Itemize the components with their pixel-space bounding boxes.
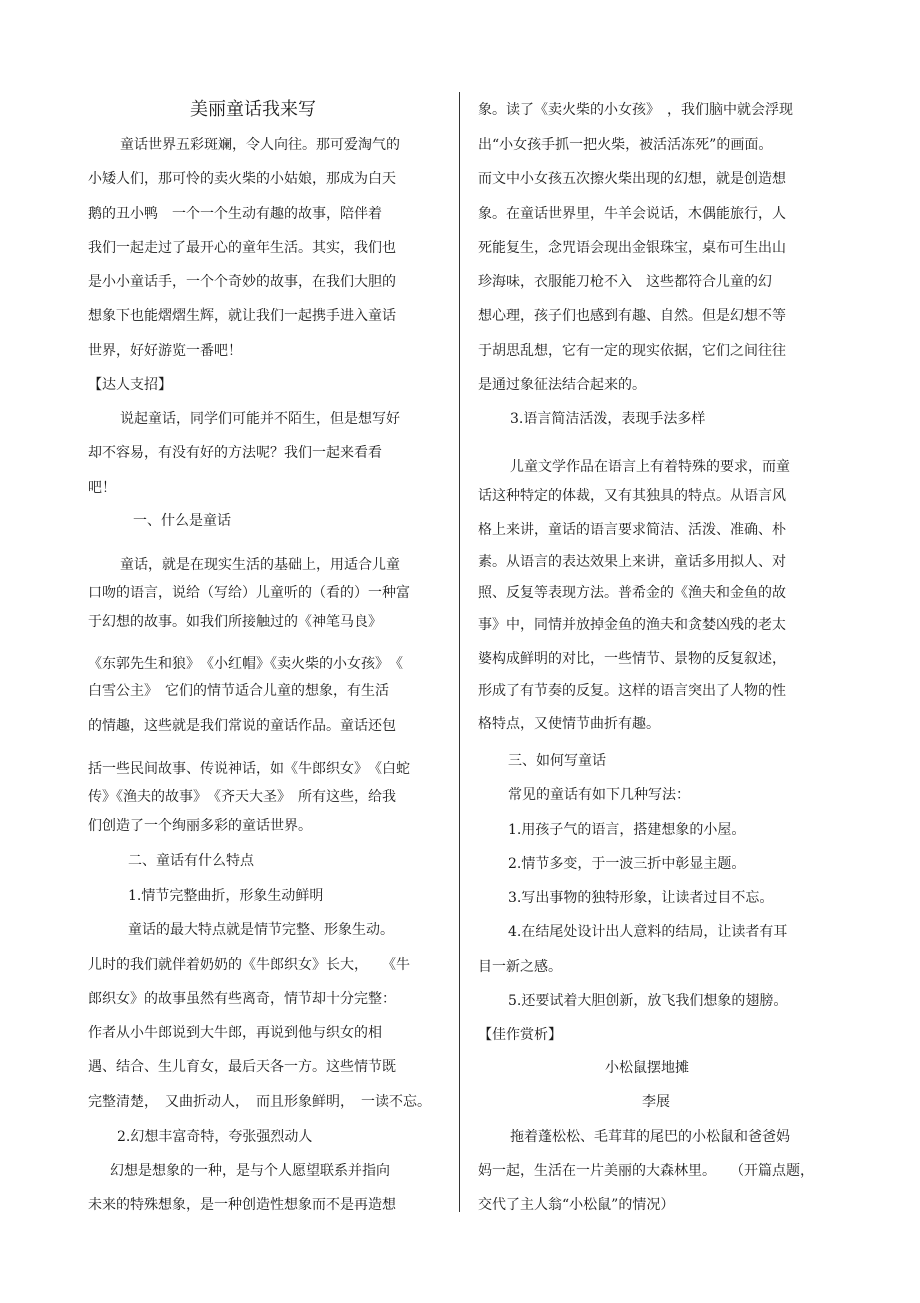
list-item: 5.还要试着大胆创新，放飞我们想象的翅膀。 [508,993,788,1009]
list-item: 1.用孩子气的语言，搭建想象的小屋。 [508,822,746,838]
section-heading: 【达人支招】 [88,377,172,393]
subsection-heading: 3.语言简洁活泼，表现手法多样 [510,411,706,427]
list-item: 4.在结尾处设计出人意料的结局，让读者有耳 [508,924,788,940]
paragraph-line: 作者从小牛郎说到大牛郎，再说到他与织女的相 [88,1025,382,1041]
paragraph-line: 却不容易，有没有好的方法呢？我们一起来看看 [88,445,382,461]
paragraph-line: 想象下也能熠熠生辉，就让我们一起携手进入童话 [88,308,396,324]
paragraph-line: 出“小女孩手抓一把火柴，被活活冻死”的画面。 [478,137,773,153]
paragraph-line: 儿时的我们就伴着奶奶的《牛郎织女》长大， 《牛 [88,957,410,973]
paragraph-line: 遇、结合、生儿育女，最后天各一方。这些情节既 [88,1059,396,1075]
paragraph-line: 死能复生，念咒语会现出金银珠宝，桌布可生出山 [478,240,786,256]
paragraph-line: 童话世界五彩斑斓，令人向往。那可爱淘气的 [120,137,400,153]
section-heading: 一、什么是童话 [133,513,231,529]
paragraph-line: 世界，好好游览一番吧！ [88,343,242,359]
paragraph-line: 传》《渔夫的故事》 《齐天大圣》 所有这些，给我 [88,789,396,805]
paragraph-line: 郎织女》的故事虽然有些离奇，情节却十分完整： [88,991,396,1007]
paragraph-line: 常见的童话有如下几种写法： [508,787,690,803]
paragraph-line: 幻想是想象的一种，是与个人愿望联系并指向 [110,1163,390,1179]
paragraph-line: 象。在童话世界里，牛羊会说话，木偶能旅行，人 [478,206,786,222]
paragraph-line: 婆构成鲜明的对比，一些情节、景物的反复叙述， [478,651,786,667]
paragraph-line: 括一些民间故事、传说神话，如《牛郎织女》 《白蛇 [88,761,410,777]
list-item: 2.情节多变，于一波三折中彰显主题。 [508,856,746,872]
paragraph-line: 素。从语言的表达效果上来讲，童话多用拟人、对 [478,554,786,570]
paragraph-line: 于幻想的故事。如我们所接触过的《神笔马良》 [88,614,382,630]
column-divider [459,92,460,1212]
paragraph-line: 拖着蓬松松、毛茸茸的尾巴的小松鼠和爸爸妈 [510,1129,790,1145]
list-item: 目一新之感。 [478,959,562,975]
paragraph-line: 交代了主人翁“小松鼠”的情况） [478,1197,675,1213]
list-item: 3.写出事物的独特形象，让读者过目不忘。 [508,890,774,906]
subsection-heading: 1.情节完整曲折，形象生动鲜明 [128,888,324,904]
paragraph-line: 儿童文学作品在语言上有着特殊的要求，而童 [510,459,790,475]
paragraph-line: 童话，就是在现实生活的基础上，用适合儿童 [120,557,400,573]
paragraph-line: 于胡思乱想，它有一定的现实依据，它们之间往往 [478,343,786,359]
paragraph-line: 妈一起，生活在一片美丽的大森林里。 （开篇点题， [478,1163,814,1179]
article-title: 小松鼠摆地摊 [605,1060,689,1076]
section-heading: 【佳作赏析】 [478,1027,562,1043]
section-heading: 二、童话有什么特点 [128,853,254,869]
paragraph-line: 说起童话，同学们可能并不陌生，但是想写好 [120,411,400,427]
paragraph-line: 童话的最大特点就是情节完整、形象生动。 [128,922,394,938]
paragraph-line: 们创造了一个绚丽多彩的童话世界。 [88,818,312,834]
paragraph-line: 话这种特定的体裁，又有其独具的特点。从语言风 [478,488,786,504]
paragraph-line: 事》中，同情并放掉金鱼的渔夫和贪婪凶残的老太 [478,617,786,633]
paragraph-line: 白雪公主》 它们的情节适合儿童的想象，有生活 [88,683,389,699]
paragraph-line: 小矮人们，那可怜的卖火柴的小姑娘，那成为白天 [88,171,396,187]
paragraph-line: 格特点，又使情节曲折有趣。 [478,716,660,732]
paragraph-line: 格上来讲，童话的语言要求简洁、活泼、准确、朴 [478,522,786,538]
article-author: 李展 [642,1094,670,1110]
paragraph-line: 未来的特殊想象，是一种创造性想象而不是再造想 [88,1197,396,1213]
paragraph-line: 是通过象征法结合起来的。 [478,377,646,393]
paragraph-line: 想心理，孩子们也感到有趣、自然。但是幻想不等 [478,308,786,324]
paragraph-line: 是小小童话手，一个个奇妙的故事，在我们大胆的 [88,274,396,290]
paragraph-line: 口吻的语言，说给（写给）儿童听的（看的）一种富 [88,585,410,601]
paragraph-line: 而文中小女孩五次擦火柴出现的幻想，就是创造想 [478,171,786,187]
page-title: 美丽童话我来写 [190,99,316,120]
paragraph-line: 的情趣，这些就是我们常说的童话作品。童话还包 [88,718,396,734]
paragraph-line: 象。读了《卖火柴的小女孩》 ，我们脑中就会浮现 [478,102,793,118]
paragraph-line: 吧！ [88,480,116,496]
paragraph-line: 照、反复等表现方法。普希金的《渔夫和金鱼的故 [478,585,786,601]
paragraph-line: 我们一起走过了最开心的童年生活。其实，我们也 [88,240,396,256]
section-heading: 三、如何写童话 [508,753,606,769]
paragraph-line: 形成了有节奏的反复。这样的语言突出了人物的性 [478,683,786,699]
paragraph-line: 完整清楚， 又曲折动人， 而且形象鲜明， 一读不忘。 [88,1094,431,1110]
paragraph-line: 珍海味，衣服能刀枪不入 这些都符合儿童的幻 [478,274,772,290]
paragraph-line: 《东郭先生和狼》 《小红帽》《卖火柴的小女孩》 《 [88,656,403,672]
subsection-heading: 2.幻想丰富奇特，夸张强烈动人 [117,1129,313,1145]
paragraph-line: 鹅的丑小鸭 一个一个生动有趣的故事，陪伴着 [88,206,382,222]
